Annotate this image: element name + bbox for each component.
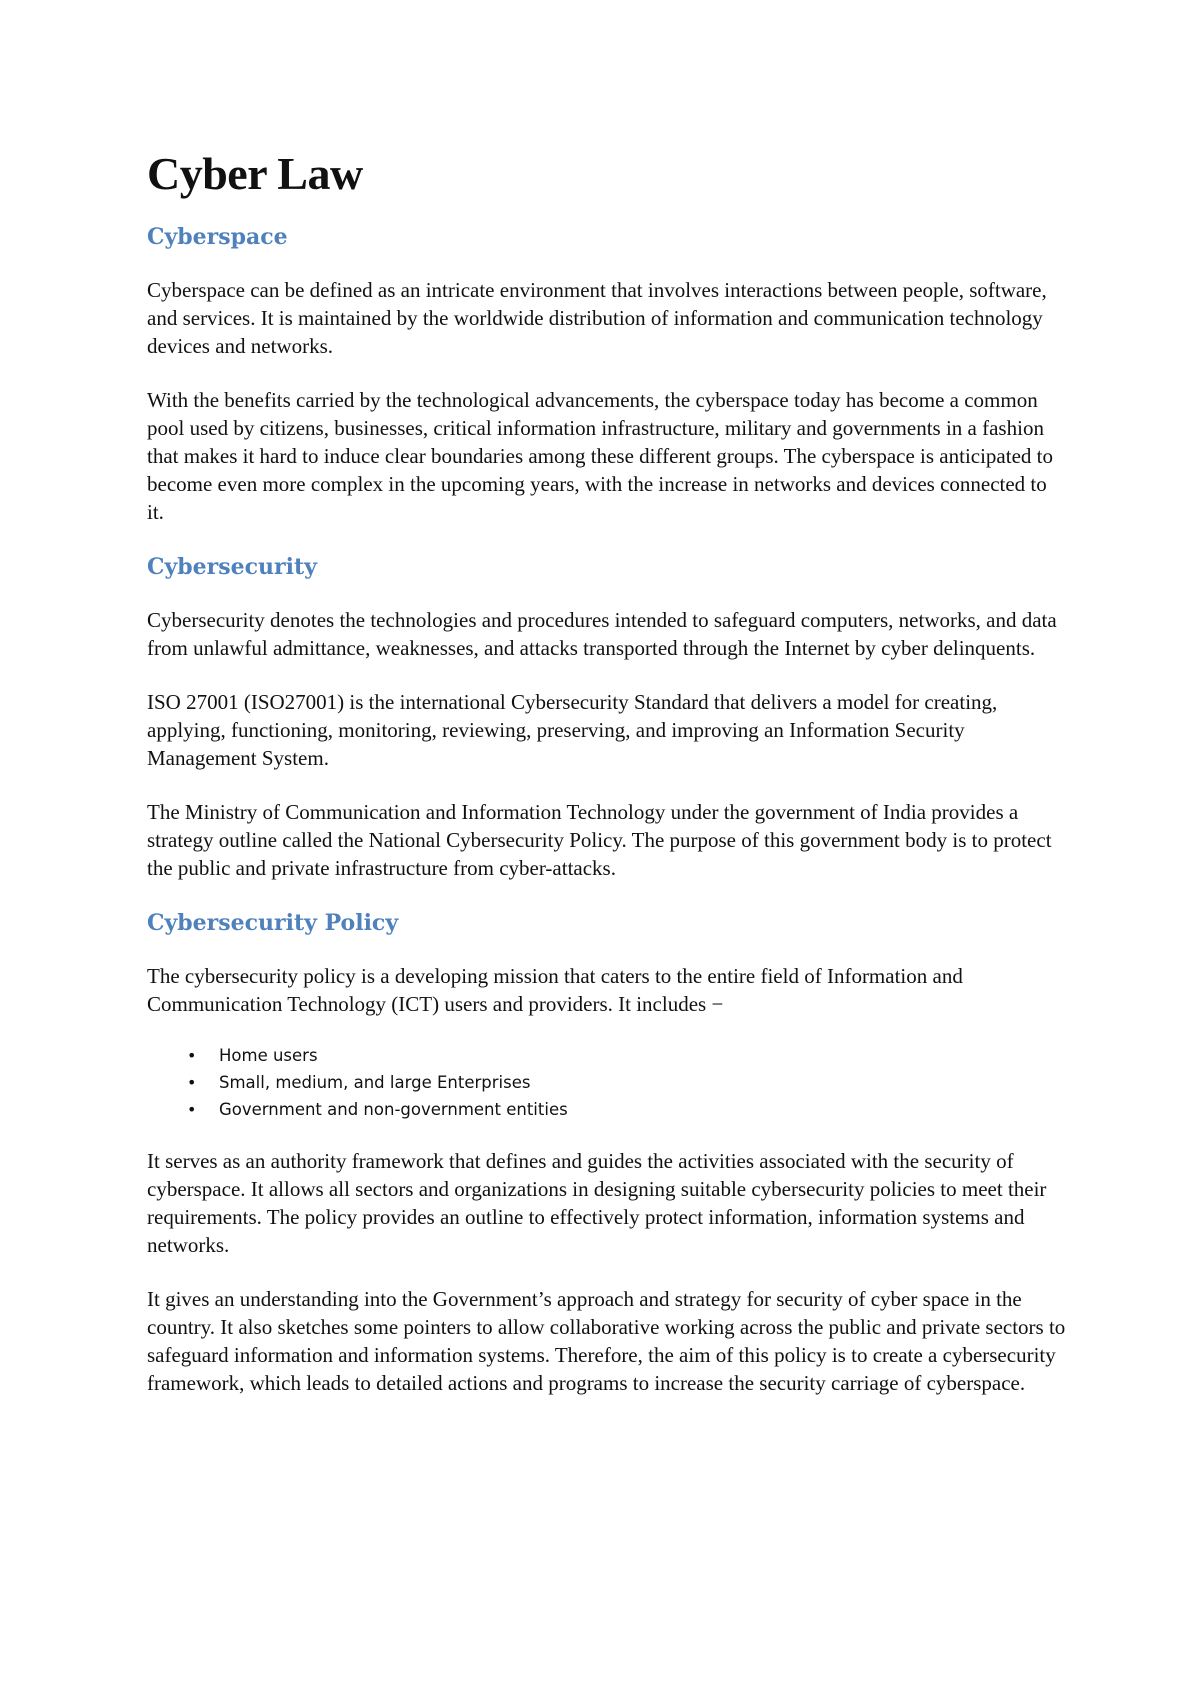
list-item-label: Small, medium, and large Enterprises — [219, 1073, 531, 1092]
bullet-list — [147, 1042, 1067, 1123]
paragraph-intro: The cybersecurity policy is a developing mission that caters to the entire field of Information and Communication Technology (ICT) users and providers. It includes − — [147, 964, 963, 1016]
list-item — [187, 1069, 1067, 1096]
paragraph: Cybersecurity denotes the technologies and procedures intended to safeguard computers, networks, and data from unlawful admittance, weaknesses, and attacks transported through the Internet by cyber delinquents. — [147, 608, 1057, 660]
section-heading-cybersecurity: Cybersecurity — [147, 554, 317, 580]
list-item-label: Government and non-government entities — [219, 1100, 568, 1119]
paragraph: The Ministry of Communication and Information Technology under the government of India provides a strategy outline called the National Cybersecurity Policy. The purpose of this government body is to protect the public and private infrastructure from cyber-attacks. — [147, 800, 1052, 880]
section-heading-cybersecurity-policy: Cybersecurity Policy — [147, 910, 399, 936]
bullet-icon: • — [187, 1046, 197, 1065]
bullet-icon: • — [187, 1073, 197, 1092]
paragraph: It gives an understanding into the Government’s approach and strategy for security of cyber space in the country. It also sketches some pointers to allow collaborative working across the public and private sectors to safeguard information and information systems. Therefore, the aim of this policy is to create a cybersecurity framework, which leads to detailed actions and programs to increase the security carriage of cyberspace. — [147, 1287, 1066, 1395]
paragraph: ISO 27001 (ISO27001) is the international Cybersecurity Standard that delivers a model for creating, applying, functioning, monitoring, reviewing, preserving, and improving an Information Security Management System. — [147, 690, 998, 770]
list-item — [187, 1042, 1067, 1069]
section-heading-cyberspace: Cyberspace — [147, 224, 288, 250]
document-title: Cyber Law — [147, 148, 363, 199]
paragraph: Cyberspace can be defined as an intricate environment that involves interactions between people, software, and services. It is maintained by the worldwide distribution of information and communication technology devices and networks. — [147, 278, 1047, 358]
list-item — [187, 1096, 1067, 1123]
bullet-icon: • — [187, 1100, 197, 1119]
document-page — [147, 146, 1067, 1423]
paragraph: With the benefits carried by the technological advancements, the cyberspace today has become a common pool used by citizens, businesses, critical information infrastructure, military and governments in a fashion that makes it hard to induce clear boundaries among these different groups. The cyberspace is anticipated to become even more complex in the upcoming years, with the increase in networks and devices connected to it. — [147, 388, 1053, 524]
paragraph: It serves as an authority framework that defines and guides the activities associated with the security of cyberspace. It allows all sectors and organizations in designing suitable cybersecurity policies to meet their requirements. The policy provides an outline to effectively protect information, information systems and networks. — [147, 1149, 1047, 1257]
list-item-label: Home users — [219, 1046, 318, 1065]
